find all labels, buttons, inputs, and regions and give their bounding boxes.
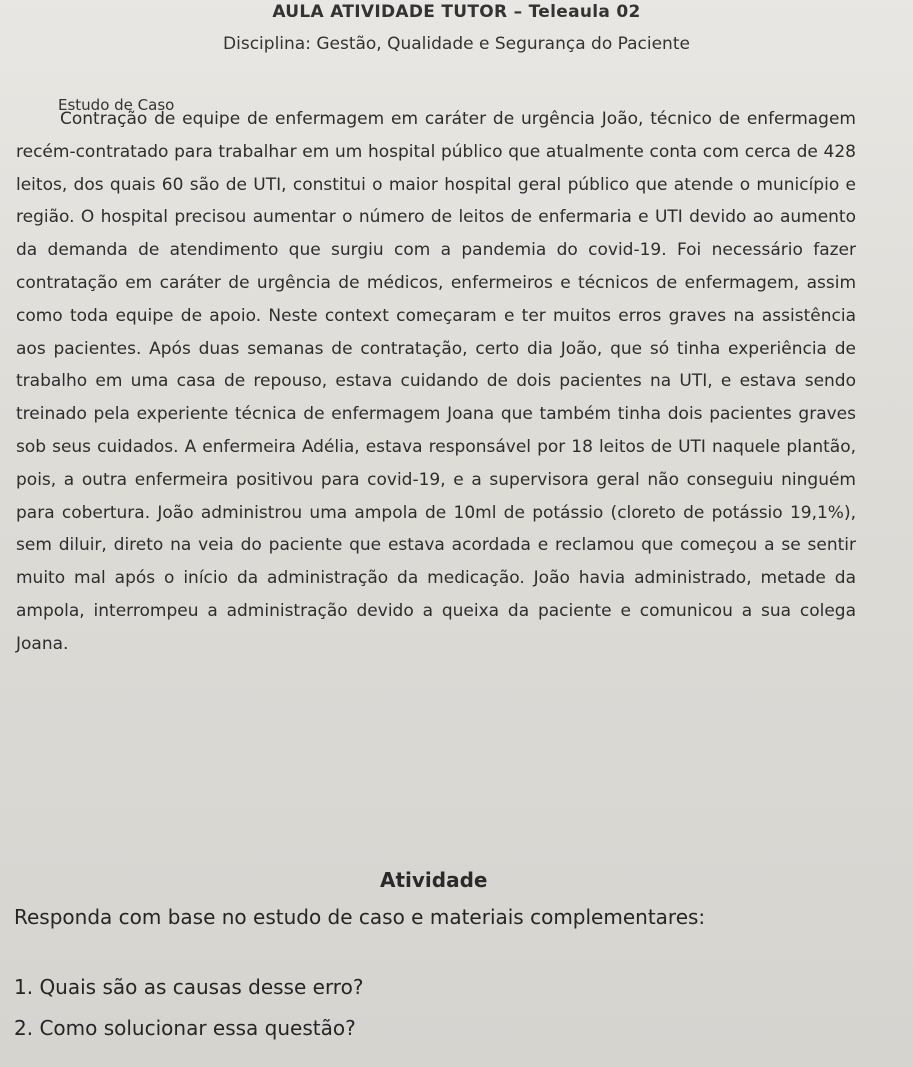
question-1: 1. Quais são as causas desse erro? — [14, 975, 364, 999]
discipline-subtitle: Disciplina: Gestão, Qualidade e Segurança do Paciente — [223, 34, 690, 54]
document-title: AULA ATIVIDADE TUTOR – Teleaula 02 — [272, 2, 641, 22]
case-study-body: Contração de equipe de enfermagem em caráter de urgência João, técnico de enfermagem recém-contratado para trabalhar em um hospital público que atualmente conta com cerca de 428 leitos, dos quais 60 são de UTI, constitui o maior hospital geral público que atende o município e região. O hospital precisou aumentar o número de leitos de enfermaria e UTI devido ao aumento da demanda de atendimento que surgiu com a pandemia do covid-19. Foi necessário fazer contratação em caráter de urgência de médicos, enfermeiros e técnicos de enfermagem, assim como toda equipe de apoio. Neste context começaram e ter muitos erros graves na assistência aos pacientes. Após duas semanas de contratação, certo dia João, que só tinha experiência de trabalho em uma casa de repouso, estava cuidando de dois pacientes na UTI, e estava sendo treinado pela experiente técnica de enfermagem Joana que também tinha dois pacientes graves sob seus cuidados. A enfermeira Adélia, estava responsável por 18 leitos de UTI naquele plantão, pois, a outra enfermeira positivou para covid-19, e a supervisora geral não conseguiu ninguém para cobertura. João administrou uma ampola de 10ml de potássio (cloreto de potássio 19,1%), sem diluir, direto na veia do paciente que estava acordada e reclamou que começou a se sentir muito mal após o início da administração da medicação. João havia administrado, metade da ampola, interrompeu a administração devido a queixa da paciente e comunicou a sua colega Joana. — [16, 109, 856, 654]
case-study-text — [16, 103, 856, 661]
question-2: 2. Como solucionar essa questão? — [14, 1016, 356, 1040]
activity-heading: Atividade — [380, 868, 488, 892]
activity-instruction: Responda com base no estudo de caso e materiais complementares: — [14, 905, 706, 929]
case-study-label: Estudo de Caso — [58, 96, 175, 114]
